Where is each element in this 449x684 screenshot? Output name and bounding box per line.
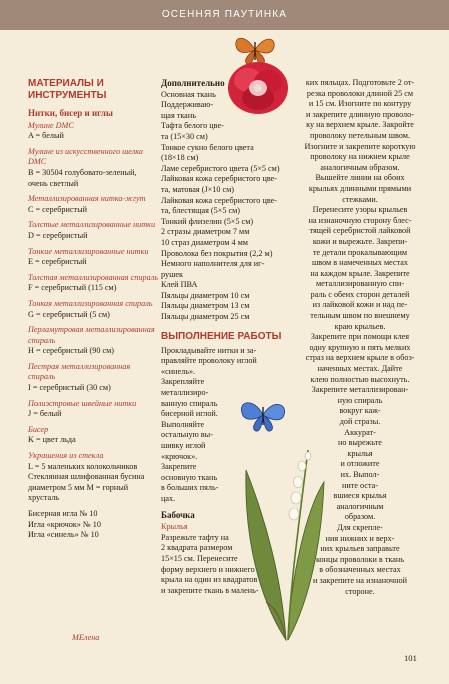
instruction-line: образом. [344,512,376,522]
instruction-line: резка проволоки длиной 25 см [306,88,414,98]
instruction-line: аналогичным [336,501,384,511]
additional-item: Основная ткань [161,89,216,99]
instruction-line: металлизированную спи- [315,279,405,289]
material-value: J = белый [28,409,62,419]
material-name: Толстые металлизированные нитки [28,220,156,230]
additional-item: та (15×30 см) [161,131,208,141]
needle-item: Бисерная игла № 10 [28,509,98,518]
additional-item: Лайковая кожа серебристого цве- [161,195,278,205]
work-line: бисерной иглой. [161,409,218,419]
additional-item: та, блестящая (5×5 см) [161,206,241,216]
additional-item: Клей ПВА [161,280,198,290]
page-header: ОСЕННЯЯ ПАУТИНКА [0,0,449,30]
material-item [28,147,158,189]
instruction-line: и отложите [340,459,380,469]
material-name: Толстая металлизированная спираль [28,272,158,282]
instruction-line: них крыльев заправьте [320,544,400,554]
material-item [28,325,158,357]
material-value: D = серебристый [28,230,88,240]
work-line: остальную вы- [161,430,213,440]
additional-item: Проволока без покрытия (2,2 м) [161,248,273,258]
butterfly-heading: Бабочка [161,509,195,520]
instruction-line: наченных местах. Дайте [317,364,403,374]
material-item [28,121,158,142]
instruction-line: ких пяльцах. Подготовьте 2 от- [305,78,415,87]
additional-item: та, матовая (J×10 см) [161,184,235,194]
instruction-line: Перенесите узоры крыльев [312,205,408,215]
material-item [28,194,158,215]
material-item [28,273,158,294]
material-name: Пестрая металлизированная спираль [28,361,131,382]
instruction-line: проволоку на нижнем крыле [310,152,410,162]
material-value: C = серебристый [28,204,88,214]
material-name: Мулине DMC [28,120,74,130]
work-line: основную ткань [161,472,218,482]
wings-line: и закрепите ткань в малень- [161,585,259,595]
instruction-line: дой стразы. [339,417,381,426]
instructions-text [300,78,420,597]
work-line: ванную спираль [161,398,218,408]
signature: МЕлена [72,633,100,642]
instruction-line: стежками. [342,194,378,204]
work-line: правляйте проволоку иглой [161,356,257,366]
instruction-line: концы проволоки в ткань [315,554,404,564]
wings-text [161,533,297,597]
instruction-line: Изогните и закрепите короткую [304,141,416,151]
additional-item: Лайковая кожа серебристого цве- [161,174,278,184]
additional-item: Поддерживаю- [161,100,214,110]
threads-subheading: Нитки, бисер и иглы [28,108,113,118]
work-line: Закрепите [161,462,197,472]
additional-item: щая ткань [161,110,196,120]
instruction-line: и закрепите длинную проволо- [306,109,414,119]
instruction-line: клею полностью высохнуть. [310,374,410,384]
instruction-line: в обозначенных местах [319,565,401,575]
instruction-line: Закрепите при помощи клея [310,332,410,342]
material-item [28,220,158,241]
instruction-line: на изнаночную сторону блес- [308,215,412,225]
instruction-line: Вышейте линии на обоих [315,173,405,183]
work-line: в больших пяль- [161,483,219,493]
material-item [28,299,158,320]
work-line: цах. [161,493,176,503]
instruction-line: вшиеся крылья [333,491,387,501]
instruction-line: ния нижних и верх- [325,533,395,543]
material-item [28,362,158,394]
instruction-line: на каждом крыле. Закрепите [310,268,410,278]
additional-item: Пяльцы диаметром 25 см [161,312,250,322]
instructions-column [300,78,420,597]
additional-heading: Дополнительно [161,78,225,88]
instruction-line: кожи и вырежьте. Закрепи- [312,236,408,246]
material-name: Перламутровая металлизированная спираль [28,325,155,345]
material-name: Металлизированная нитка-жгут [28,194,146,204]
instruction-line: вокруг каж- [339,406,381,416]
instruction-line: их. Выпол- [340,469,380,479]
wings-line: 2 квадрата размером [161,543,233,553]
material-item [28,399,158,420]
material-value: K = цвет льда [28,435,76,445]
material-item [28,247,158,268]
materials-heading: МАТЕРИАЛЫ И ИНСТРУМЕНТЫ [28,78,107,101]
wings-line: крыла на один из квадратов [161,575,258,585]
additional-list [161,90,297,323]
wings-subheading: Крылья [161,522,188,532]
material-item [28,425,158,446]
instruction-line: одну крупную и пять мелких [309,342,411,352]
instruction-line: Аккурат- [344,427,376,437]
material-value: B = 30504 голубовато-зеленый, очень светлый [28,167,137,188]
work-line: шивку иглой [161,441,206,450]
instruction-line: ную спираль [337,395,383,405]
material-name: Бисер [28,424,49,434]
instruction-line: аналогичным образом. [320,162,400,172]
additional-item: 10 страз диаметром 4 мм [161,237,248,247]
instruction-line: из лайковой кожи и над пе- [312,300,408,310]
material-value: I = серебристый (30 см) [28,383,111,393]
wings-line: Разрежьте тафту на [161,532,229,542]
material-name: Тонкая металлизированная спираль [28,298,153,308]
material-value: E = серебристый [28,257,87,267]
instruction-line: краю крыльев. [334,321,386,331]
material-name: Тонкие металлизированные нитки [28,246,149,256]
material-value: H = серебристый (90 см) [28,346,115,356]
additional-item: (18×18 см) [161,153,199,163]
instruction-line: и 15 см. Изогните по контуру [308,99,412,109]
instruction-line: раль с обеих сторон деталей [310,289,410,299]
instruction-line: страз на верхнем крыле в обоз- [305,353,415,363]
work-line: металлизиро- [161,388,209,398]
instruction-line: те детали прокалывающим [312,247,408,257]
material-name: Украшения из стекла [28,451,104,461]
materials-column [28,78,158,541]
instruction-line: ните оста- [342,480,378,490]
instruction-line: и закрепите на изнаночной [313,575,407,585]
instruction-line: крылья [347,448,373,458]
material-value: L = 5 маленьких колокольчиков Стеклянная шлифованная бусина диаметром 5 мм M = горный хрусталь [28,461,145,503]
additional-item: Тонкое сукно белого цвета [161,142,254,152]
instruction-line: но вырежьте [338,438,382,448]
material-value: A = белый [28,131,64,141]
additional-item: Ламе серебристого цвета (5×5 см) [161,163,280,173]
instruction-line: ку на верхнем крыле. Закройте [306,120,414,130]
instruction-line: швом в намеченных местах [311,258,409,268]
instruction-line: проволоку петельным швом. [310,130,410,140]
page-number: 101 [404,653,417,663]
needle-item: Игла «синель» № 10 [28,530,99,540]
additional-item: 2 стразы диаметром 7 мм [161,227,250,237]
material-item [28,451,158,504]
needle-item: Игла «крючок» № 10 [28,519,101,529]
additional-item: Пяльцы диаметром 13 см [161,301,250,311]
additional-item: Тафта белого цве- [161,121,224,131]
additional-item: Немного наполнителя для иг- [161,259,265,269]
work-line: Прокладывайте нитки и за- [161,345,257,355]
wings-line: 15×15 см. Перенесите [161,553,238,563]
instruction-line: тельным швом по внешнему [310,311,410,321]
work-line: Закрепляйте [161,377,205,387]
additional-column [161,78,297,596]
materials-list [28,121,158,504]
material-value: G = серебристый (5 см) [28,309,110,319]
instruction-line: Для скрепле- [337,522,383,532]
material-name: Полиэстровые швейные нитки [28,398,137,408]
material-value: F = серебристый (115 см) [28,283,117,293]
work-line: Выполняйте [161,419,205,429]
instruction-line: стороне. [345,586,375,596]
work-line: «крючок». [161,451,198,461]
instruction-line: тящей серебристой лайковой [309,226,411,236]
material-name: Мулине из искусственного шелка DMC [28,146,143,167]
work-line: «синель». [161,366,196,376]
work-text [161,346,297,505]
wings-line: форму верхнего и нижнего [161,564,255,574]
instruction-line: Закрепите металлизирован- [311,385,409,395]
work-heading: ВЫПОЛНЕНИЕ РАБОТЫ [161,330,282,342]
instruction-line: крыльях длинными прямыми [308,183,412,193]
needles-list [28,509,158,541]
additional-item: рушек [161,269,183,279]
additional-item: Пяльцы диаметром 10 см [161,290,250,300]
additional-item: Тонкий флизелин (5×5 см) [161,216,254,226]
